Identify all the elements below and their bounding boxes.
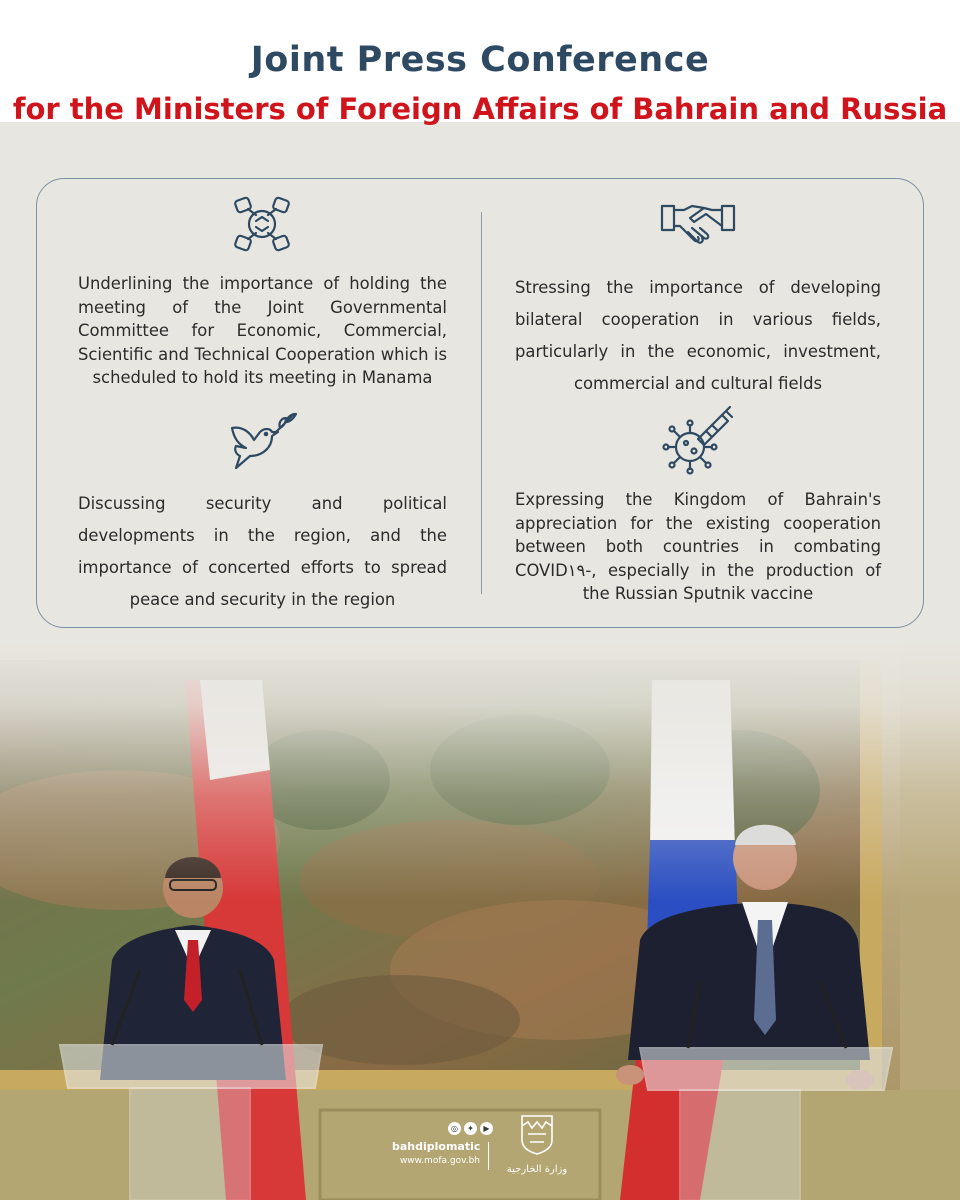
footer-branding: [392, 1112, 572, 1182]
ministry-emblem-icon: [504, 1112, 570, 1178]
point-regional-security: Discussing security and political developments in the region, and the importance of concerted efforts to spread peace and security in the region: [78, 494, 447, 609]
peace-dove-icon: [228, 410, 298, 470]
website-link[interactable]: www.mofa.gov.bh: [399, 1156, 480, 1166]
panel-divider: [481, 212, 482, 594]
page-title: Joint Press Conference: [250, 40, 710, 80]
point-bilateral-cooperation: Stressing the importance of developing bilateral cooperation in various fields, particularly in the economic, investment, commercial and cultural fields: [515, 278, 881, 393]
linked-hands-icon: [232, 195, 292, 253]
photo-fade: [0, 640, 960, 900]
instagram-icon[interactable]: ◎: [448, 1122, 461, 1135]
twitter-icon[interactable]: ✦: [464, 1122, 477, 1135]
point-covid-cooperation: Expressing the Kingdom of Bahrain's appreciation for the existing cooperation between both countries in combating COVID١٩-, especially in the production of the Russian Sputnik vaccine: [515, 490, 881, 603]
social-handle[interactable]: bahdiplomatic: [392, 1140, 481, 1153]
footer-separator: [488, 1142, 489, 1170]
point-committee-meeting: Underlining the importance of holding the meeting of the Joint Governmental Committee for Economic, Commercial, Scientific and Technical Cooperation which is scheduled to hold its meeting in Manama: [78, 274, 447, 387]
emblem-caption: وزارة الخارجية: [506, 1164, 568, 1175]
youtube-icon[interactable]: ▶: [480, 1122, 493, 1135]
social-icons: [422, 1122, 490, 1136]
handshake-icon: [660, 200, 736, 248]
page-subtitle: for the Ministers of Foreign Affairs of Bahrain and Russia: [12, 92, 948, 126]
vaccine-virus-icon: [660, 405, 736, 477]
